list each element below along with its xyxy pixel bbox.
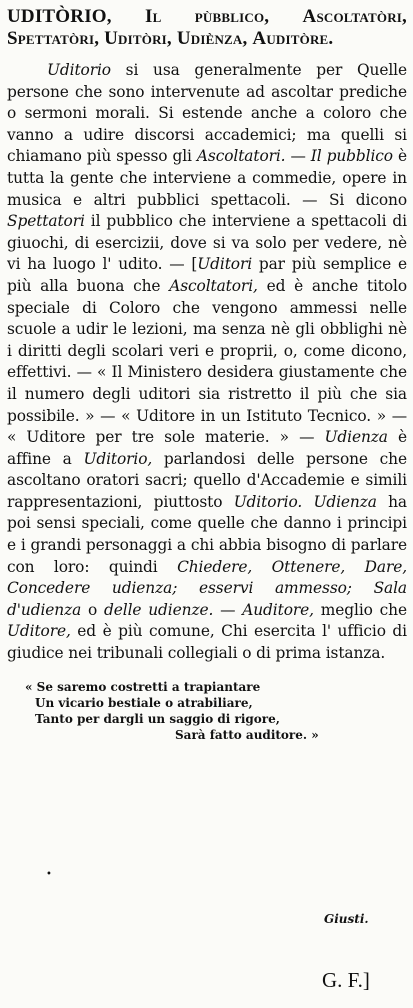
heading-synonym: Ascoltatòri, <box>302 6 407 27</box>
body-text: ha poi sensi speciali, come quelle che danno i principi e i grandi personaggi a chi abbia bisogno di parlare con loro: quindi <box>7 492 408 576</box>
verse-line: Un vicario bestiale o atrabiliare, <box>35 695 253 710</box>
heading-synonym: Uditòri, <box>104 28 172 49</box>
body-text: o <box>81 600 104 619</box>
term-italic: Auditore, <box>242 600 314 619</box>
verse-quotation <box>25 679 407 743</box>
term-italic: delle udienze. <box>104 600 214 619</box>
heading-synonym: Il pùbblico, <box>145 6 270 27</box>
term-italic: Chiedere, Ottenere, Dare, Concedere udienza; esservi ammesso; Sala d'udienza <box>7 557 407 619</box>
body-text: meglio che <box>313 600 407 619</box>
verse-line: Tanto per dargli un saggio di rigore, <box>35 711 280 726</box>
entry-paragraph <box>7 60 407 665</box>
term-italic: Udienza <box>324 428 388 447</box>
entry-heading <box>7 6 407 50</box>
body-text: il pubblico che interviene a spettacoli di giuochi, di esercizii, dove si va solo per vedere, nè vi ha luogo l' udito. — [ <box>7 212 407 274</box>
body-text: ed è più comune, Chi esercita l' ufficio di giudice nei tribunali collegiali o di prima istanza. <box>7 622 407 663</box>
body-text: è tutta la gente che interviene a commedie, opere in musica e altri pubblici spettacoli. — Si dicono <box>7 147 407 209</box>
term-italic: Uditore, <box>7 622 71 641</box>
entry-signature: G. F.] <box>322 968 370 992</box>
entry-body <box>7 60 407 665</box>
heading-synonym: Auditòre. <box>252 28 334 49</box>
margin-mark: • <box>46 869 52 880</box>
body-text: è affine a <box>7 428 407 468</box>
body-text: — <box>285 147 311 166</box>
body-text: par più semplice e più alla buona che <box>7 255 408 295</box>
body-text: si usa generalmente per Quelle persone che sono intervenute ad ascoltar prediche o sermoni morali. Si estende anche a coloro che vanno a udire discorsi accademici; ma quelli si chiamano più spesso gli <box>7 61 407 166</box>
heading-synonym: Spettatòri, <box>7 28 100 49</box>
term-italic: Uditorio, <box>83 449 153 468</box>
heading-headword: UDITÒRIO, <box>7 6 112 27</box>
term-italic: Ascoltatori. <box>196 147 286 166</box>
term-italic: Ascoltatori, <box>169 276 258 295</box>
term-italic: Uditorio <box>47 61 111 79</box>
dictionary-page <box>7 6 407 743</box>
term-italic: Uditorio. Udienza <box>233 492 377 511</box>
term-italic: Uditori <box>197 255 253 274</box>
verse-line: Sarà fatto auditore. » <box>175 727 319 742</box>
term-italic: Spettatori <box>7 212 85 231</box>
body-text: — <box>213 600 243 619</box>
body-text: ed è anche titolo speciale di Coloro che vengono ammessi nelle scuole a udir le lezioni, ma senza nè gli obblighi nè i diritti degli scolari veri e proprii, o, come dicono, effettivi. — « Il Ministero desidera giustamente che il numero degli uditori sia ristretto il più che sia possibile. » — « Uditore in un Istituto Tecnico. » — « Uditore per tre sole materie. » — <box>7 276 408 447</box>
verse-line: « Se saremo costretti a trapiantare <box>25 679 261 694</box>
body-text: parlandosi delle persone che ascoltano oratori sacri; quello d'Accademie e simili rappresentazioni, piuttosto <box>7 449 407 511</box>
term-italic: Il pubblico <box>310 147 393 166</box>
heading-synonym: Udiènza, <box>176 28 248 49</box>
quote-author: Giusti. <box>324 912 369 926</box>
